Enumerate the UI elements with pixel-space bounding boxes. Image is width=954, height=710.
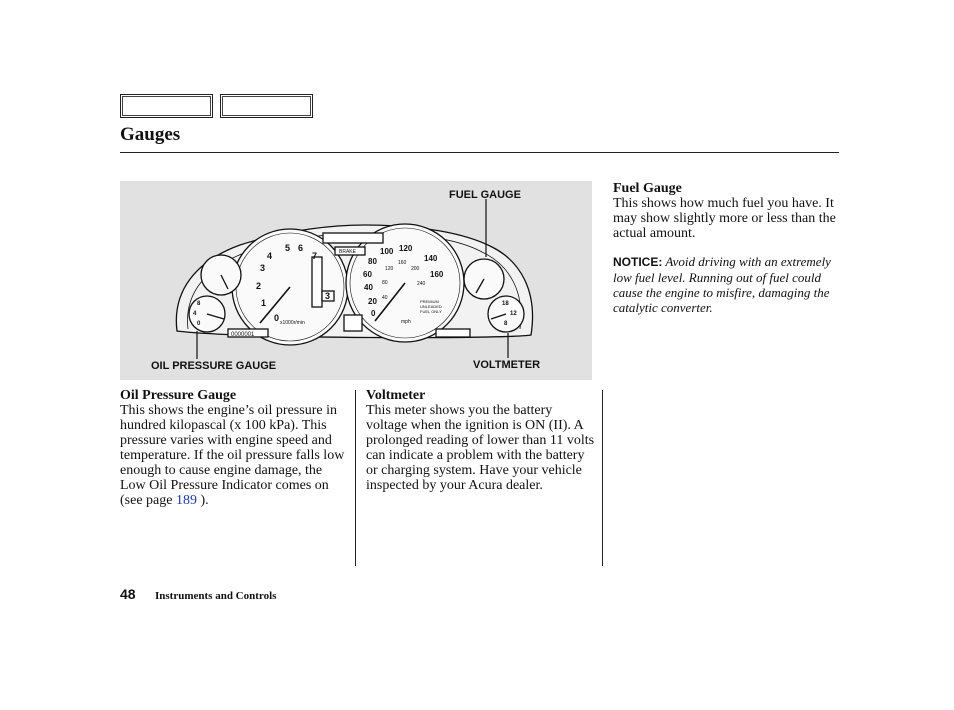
speed-tick: 40 — [364, 283, 373, 292]
fuel-gauge-body: This shows how much fuel you have. It may show slightly more or less than the actual amount. — [613, 196, 836, 241]
tach-tick: 6 — [298, 243, 304, 253]
oil-pressure-body: This shows the engine’s oil pressure in hundred kilopascal (x 100 kPa). This pressure varies with engine speed and temperature. If the oil pressure falls low enough to cause engine damage, the Low Oil Pressure Indicator comes on (see page 189 ). — [120, 403, 345, 508]
page-title: Gauges — [120, 124, 181, 145]
tach-tick: 4 — [267, 251, 273, 261]
brake-light: BRAKE — [339, 249, 356, 255]
kmh-tick: 240 — [417, 281, 426, 287]
volt-gauge-tick: 12 — [510, 311, 517, 317]
column-divider — [602, 390, 603, 566]
speed-tick: 100 — [380, 247, 394, 256]
tach-unit: x1000r/min — [280, 320, 305, 326]
nav-button-index[interactable] — [220, 94, 313, 118]
page-number: 48 — [120, 586, 136, 602]
instrument-cluster-illustration — [120, 181, 592, 380]
fuel-note: UNLEADED — [420, 304, 442, 309]
speed-tick: 140 — [424, 254, 438, 263]
oil-pressure-gauge-callout: OIL PRESSURE GAUGE — [151, 360, 277, 372]
volt-gauge-tick: 8 — [504, 321, 508, 327]
speed-tick: 160 — [430, 270, 444, 279]
kmh-tick: 80 — [382, 280, 388, 286]
speed-tick: 60 — [363, 270, 372, 279]
voltmeter-section — [366, 388, 596, 493]
kmh-tick: 200 — [411, 266, 420, 272]
title-rule — [120, 152, 839, 153]
oil-gauge-tick: 0 — [197, 321, 201, 327]
nav-button-contents[interactable] — [120, 94, 213, 118]
tach-tick: 0 — [274, 313, 280, 323]
notice — [613, 254, 841, 315]
fuel-gauge-callout: FUEL GAUGE — [449, 189, 521, 201]
fuel-gauge-section — [613, 181, 841, 315]
gear-indicator: 3 — [325, 291, 331, 301]
oil-pressure-section — [120, 388, 346, 508]
oil-gauge-tick: 4 — [193, 311, 197, 317]
speed-tick: 120 — [399, 244, 413, 253]
kmh-tick: 40 — [382, 295, 388, 301]
volt-gauge-tick: 18 — [502, 301, 509, 307]
notice-text: Avoid driving with an extremely low fuel level. Running out of fuel could cause the engine to misfire, damaging the catalytic converter. — [613, 254, 831, 315]
voltmeter-callout: VOLTMETER — [473, 359, 541, 371]
tach-tick: 2 — [256, 281, 262, 291]
voltmeter-body: This meter shows you the battery voltage when the ignition is ON (II). A prolonged reading of lower than 11 volts can indicate a problem with the battery or charging system. Have your vehicle inspected by your Acura dealer. — [366, 403, 595, 493]
odometer: 0000001 — [231, 332, 255, 338]
speed-unit: mph — [401, 319, 411, 325]
tach-tick: 5 — [285, 243, 291, 253]
oil-gauge-tick: 8 — [197, 301, 201, 307]
tach-tick: 1 — [261, 298, 267, 308]
speed-tick: 20 — [368, 297, 377, 306]
page-link-189[interactable]: 189 — [175, 493, 197, 508]
fuel-gauge-heading: Fuel Gauge — [613, 181, 682, 196]
column-divider — [355, 390, 356, 566]
voltmeter-heading: Voltmeter — [366, 388, 426, 403]
notice-label: NOTICE: — [613, 255, 663, 269]
kmh-tick: 120 — [385, 266, 394, 272]
tach-tick: 7 — [312, 251, 318, 261]
instrument-cluster-figure — [120, 181, 592, 380]
tach-tick: 3 — [260, 263, 266, 273]
oil-pressure-heading: Oil Pressure Gauge — [120, 388, 237, 403]
kmh-tick: 160 — [398, 260, 407, 266]
section-name: Instruments and Controls — [155, 590, 277, 602]
speed-tick: 80 — [368, 257, 377, 266]
speed-tick: 0 — [371, 309, 376, 318]
fuel-note: PREMIUM — [420, 299, 439, 304]
fuel-note: FUEL ONLY — [420, 309, 442, 314]
